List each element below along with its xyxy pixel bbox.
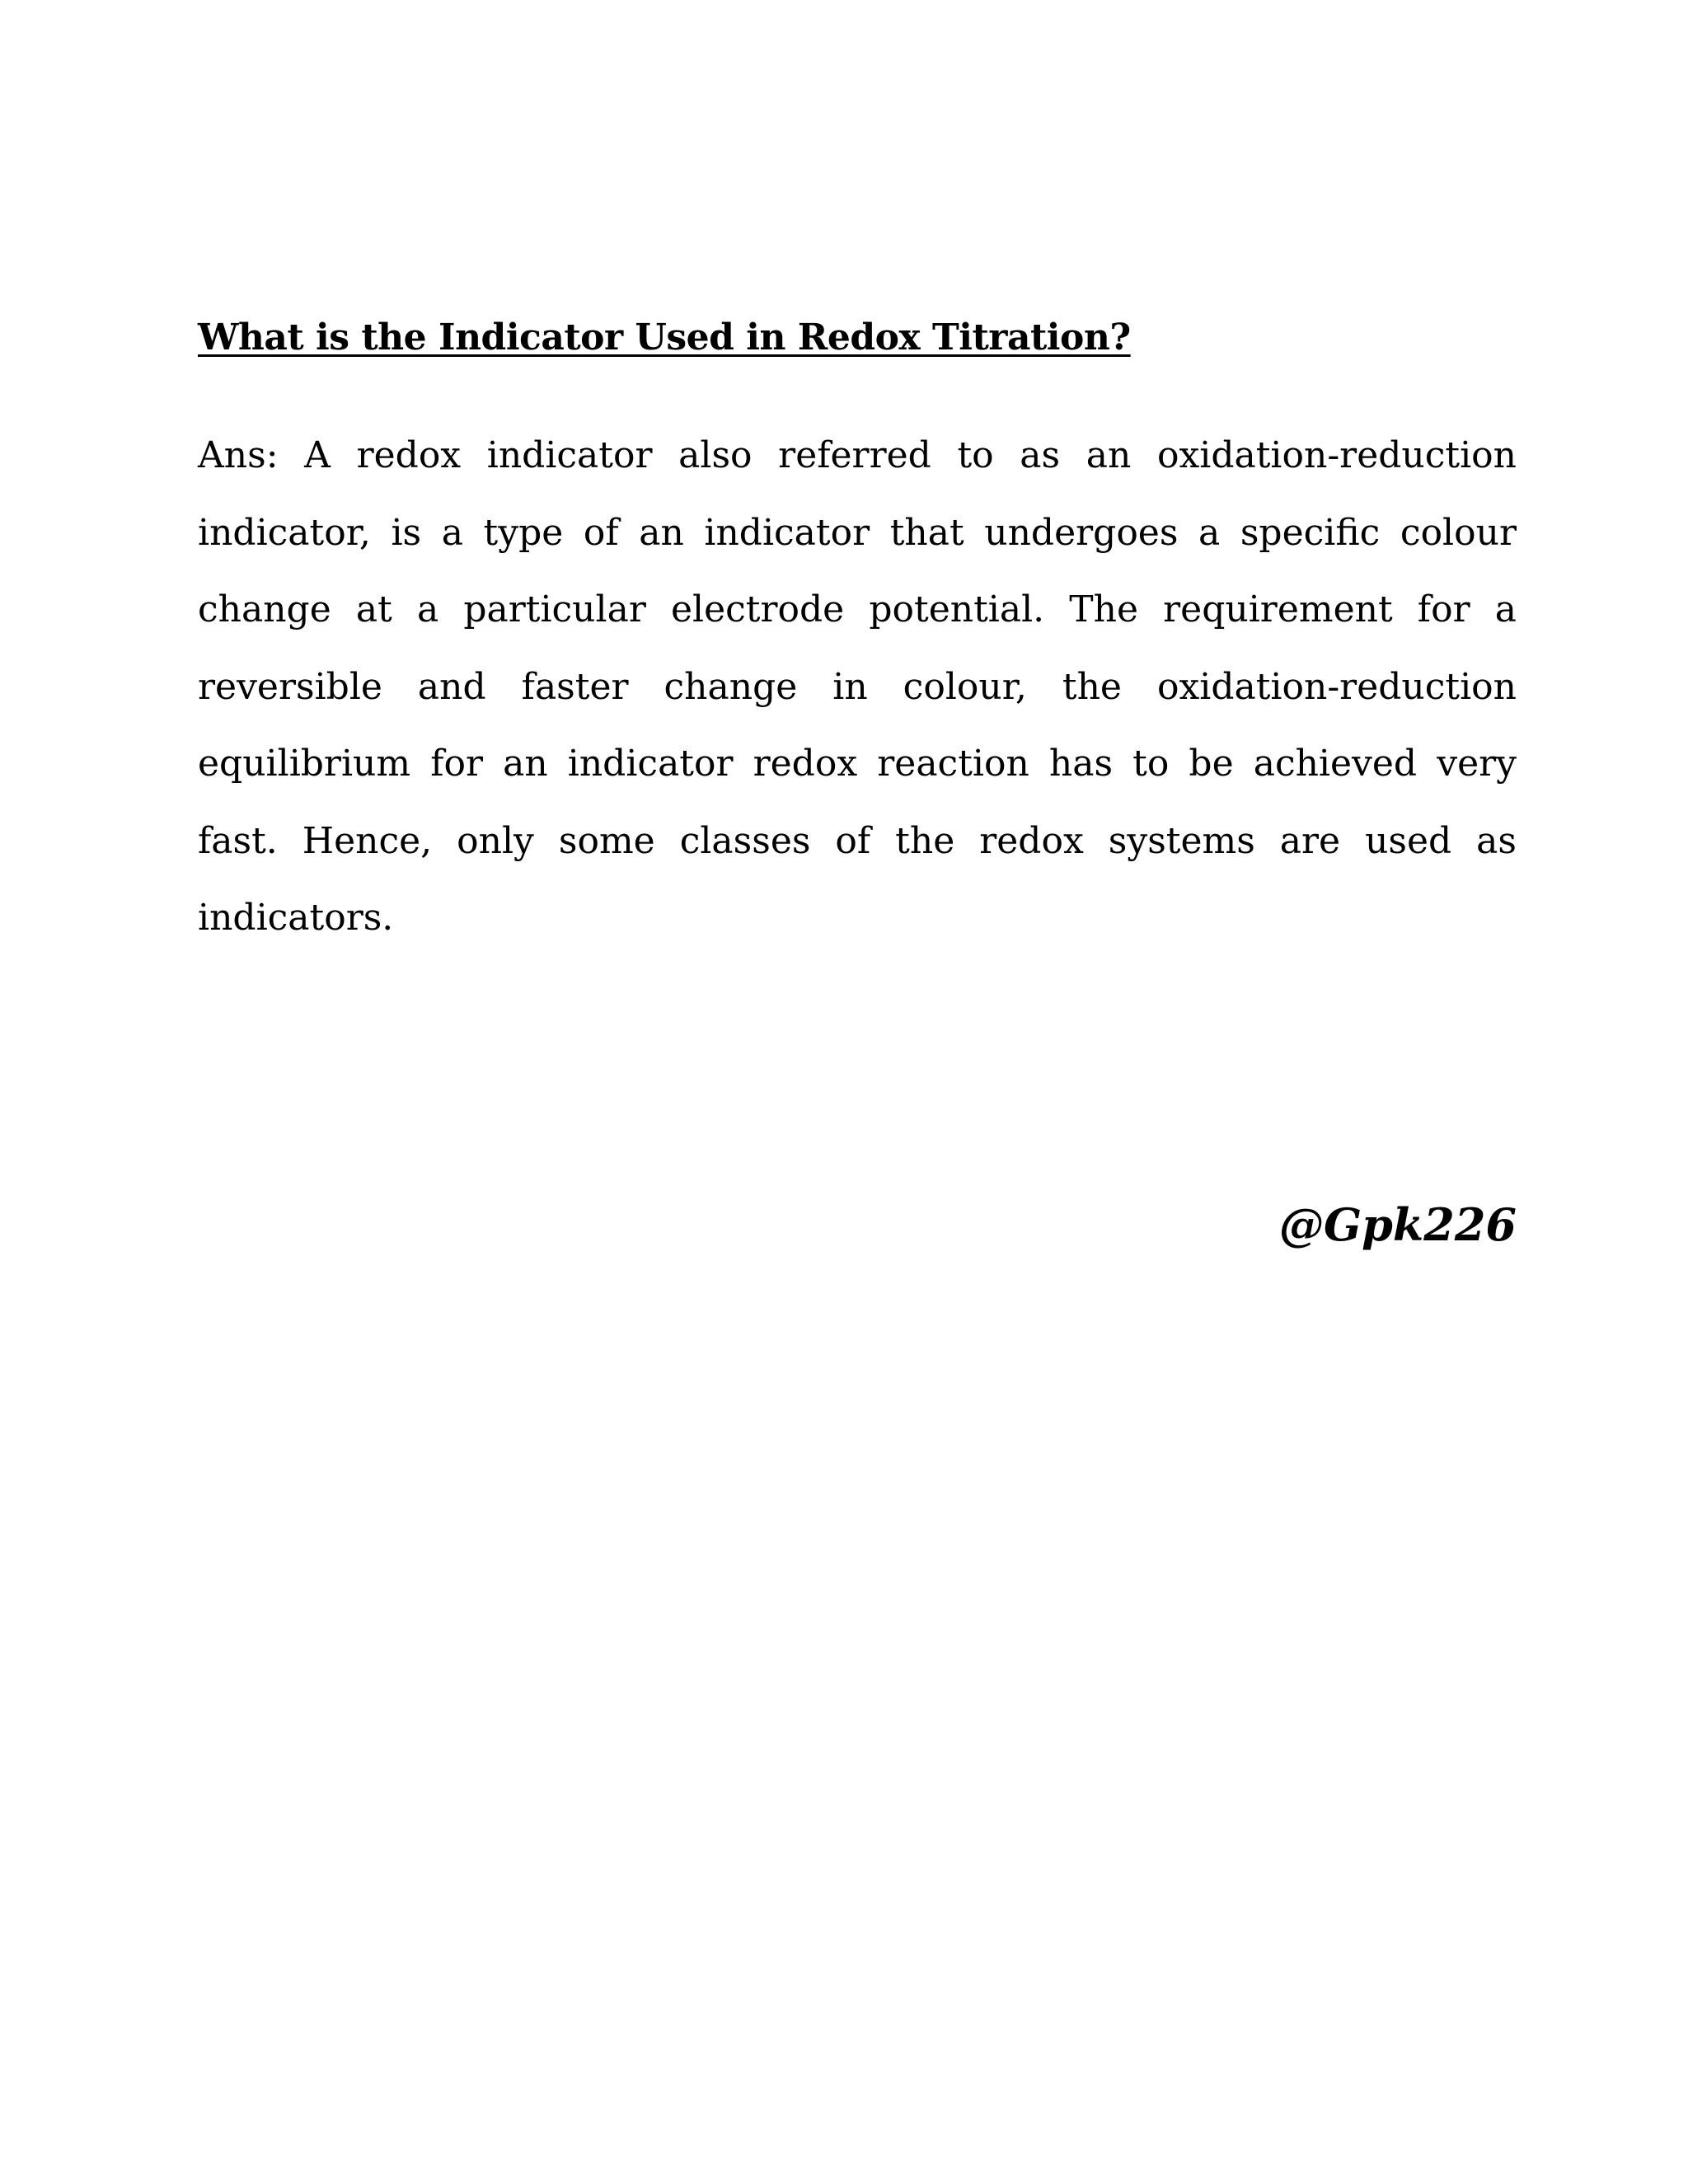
answer-paragraph: Ans: A redox indicator also referred to as an oxidation-reduction indicator, is a type of an indicator that undergoes a specific colour change at a particular electrode potential. The requirement for a reversible and faster change in colour, the oxidation-reduction equilibrium for an indicator redox reaction has to be achieved very fast. Hence, only some classes of the redox systems are used as indicators. — [198, 434, 1517, 939]
author-handle: @Gpk226 — [1278, 1198, 1517, 1251]
question-heading: What is the Indicator Used in Redox Titration? — [198, 316, 1131, 359]
